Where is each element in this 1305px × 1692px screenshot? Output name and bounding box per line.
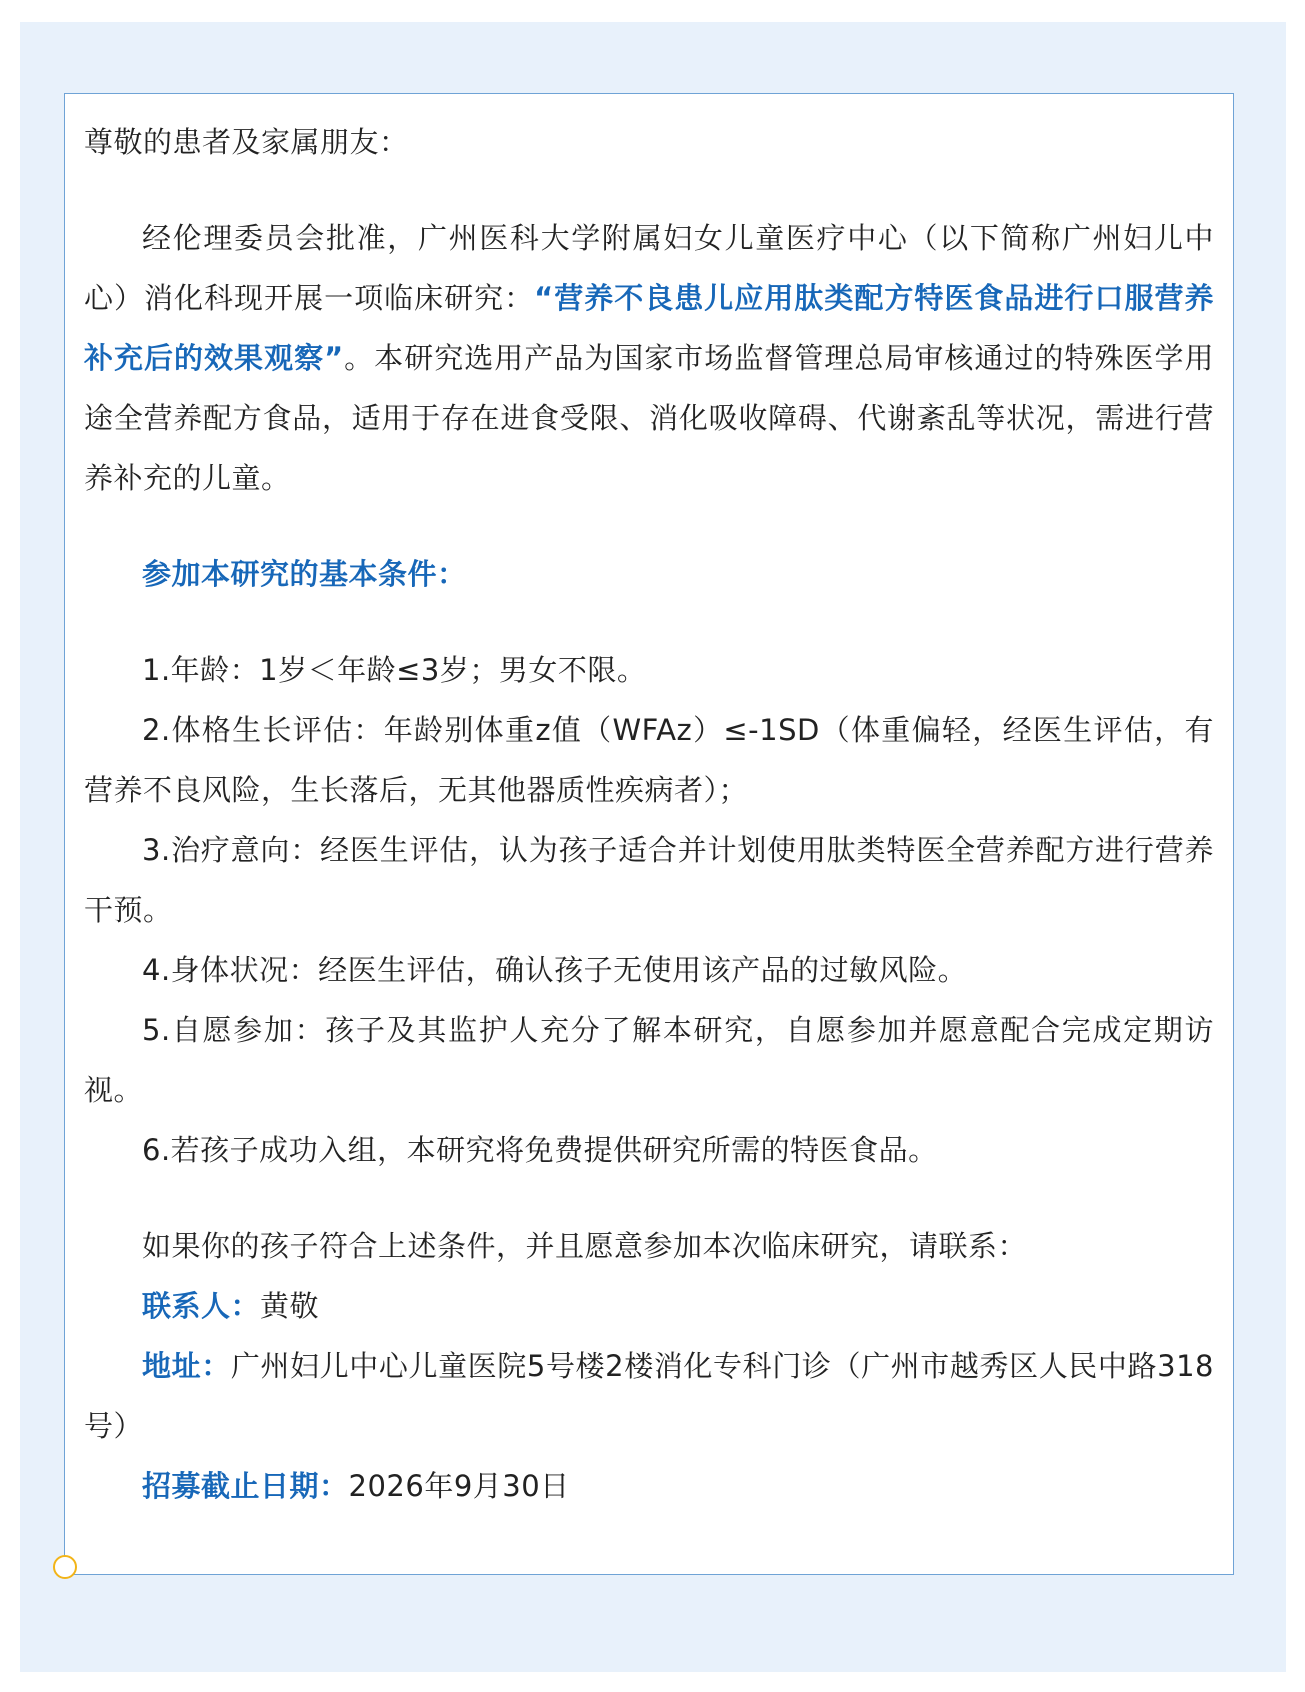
- greeting: 尊敬的患者及家属朋友：: [84, 125, 409, 159]
- deadline-label: 招募截止日期：: [142, 1469, 349, 1503]
- contact-address-label: 地址：: [142, 1349, 231, 1383]
- criteria-item-free-food: 6.若孩子成功入组，本研究将免费提供研究所需的特医食品。: [142, 1133, 938, 1167]
- intro-text-part1: 经伦理委员会批准，广州医科大学附属妇女儿童医疗中心（以下简称广州妇儿中心）消化科现开展一项临床研究：: [84, 221, 1214, 315]
- criteria-item-treatment: 3.治疗意向：经医生评估，认为孩子适合并计划使用肽类特医全营养配方进行营养干预。: [84, 833, 1214, 927]
- contact-person-value: 黄敬: [260, 1289, 320, 1323]
- criteria-item-growth: 2.体格生长评估：年龄别体重z值（WFAz）≤-1SD（体重偏轻，经医生评估，有营养不良风险，生长落后，无其他器质性疾病者）；: [84, 713, 1214, 807]
- deadline-value: 2026年9月30日: [348, 1469, 570, 1503]
- recruitment-deadline: [84, 1456, 1214, 1516]
- criteria-item-health: 4.身体状况：经医生评估，确认孩子无使用该产品的过敏风险。: [142, 953, 968, 987]
- intro-text-part2: 。本研究选用产品为国家市场监督管理总局审核通过的特殊医学用途全营养配方食品，适用于存在进食受限、消化吸收障碍、代谢紊乱等状况，需进行营养补充的儿童。: [84, 341, 1214, 495]
- criteria-item-age: 1.年龄：1岁＜年龄≤3岁；男女不限。: [142, 653, 647, 687]
- criteria-heading: 参加本研究的基本条件：: [142, 557, 467, 591]
- study-title: “营养不良患儿应用肽类配方特医食品进行口服营养补充后的效果观察”: [84, 281, 1214, 375]
- contact-person-label: 联系人：: [142, 1289, 261, 1323]
- contact-address: [84, 1336, 1214, 1456]
- contact-address-value: 广州妇儿中心儿童医院5号楼2楼消化专科门诊（广州市越秀区人民中路318号）: [84, 1349, 1214, 1443]
- circle-decoration-icon: [53, 1555, 77, 1579]
- notice-content: [84, 112, 1214, 1516]
- criteria-item-voluntary: 5.自愿参加：孩子及其监护人充分了解本研究，自愿参加并愿意配合完成定期访视。: [84, 1013, 1214, 1107]
- contact-prompt: 如果你的孩子符合上述条件，并且愿意参加本次临床研究，请联系：: [142, 1229, 1028, 1263]
- contact-person: [84, 1276, 1214, 1336]
- intro-paragraph: [84, 208, 1214, 508]
